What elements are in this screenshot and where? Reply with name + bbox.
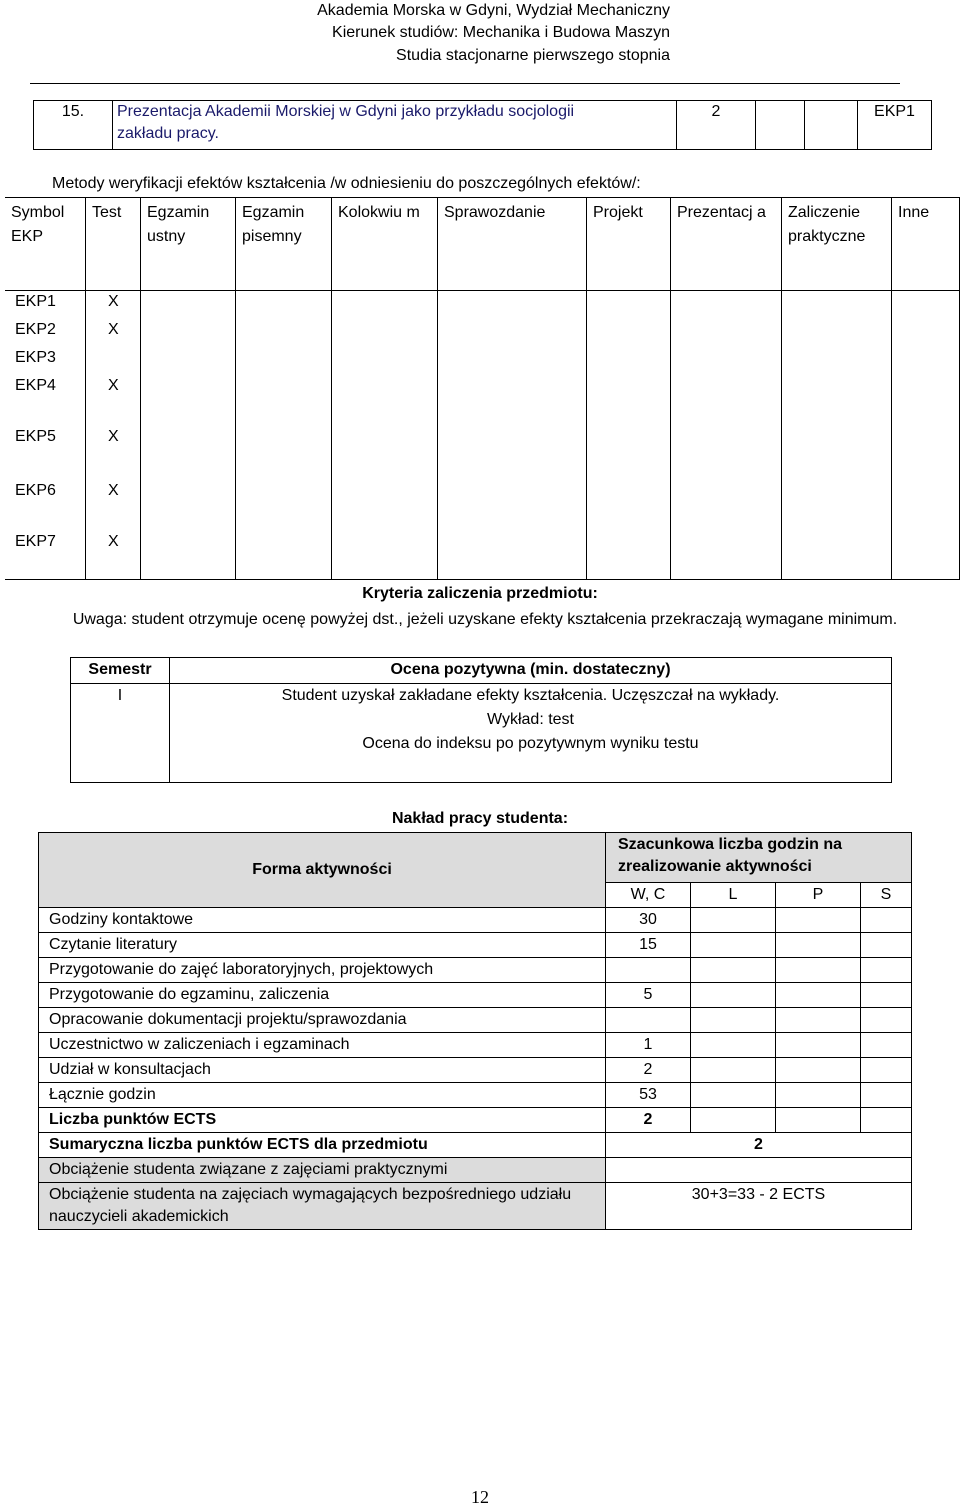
col-wc: W, C bbox=[606, 883, 691, 908]
col-zaliczenie: Zaliczenie praktyczne bbox=[782, 198, 892, 291]
workload-label: Uczestnictwo w zaliczeniach i egzaminach bbox=[39, 1033, 606, 1058]
col-egzamin-ustny: Egzamin ustny bbox=[141, 198, 236, 291]
projekt-cell bbox=[587, 291, 671, 580]
workload-value bbox=[606, 958, 691, 983]
criteria-title: Kryteria zaliczenia przedmiotu: bbox=[362, 585, 598, 602]
ekp-row-1-test: X bbox=[108, 293, 119, 310]
criteria-note: Uwaga: student otrzymuje ocenę powyżej dst., jeżeli uzyskane efekty kształcenia przekraczają wymagane minimum. bbox=[72, 611, 898, 628]
col-test: Test bbox=[86, 198, 141, 291]
topic-empty-1 bbox=[756, 101, 805, 150]
topic-number: 15. bbox=[34, 101, 113, 150]
workload-title: Nakład pracy studenta: bbox=[391, 810, 569, 827]
bezp-label: Obciążenie studenta na zajęciach wymagających bezpośredniego udziału nauczycieli akademickich bbox=[39, 1183, 606, 1230]
ekp-row-6-symbol: EKP6 bbox=[15, 482, 56, 499]
inne-cell bbox=[892, 291, 960, 580]
ekp-row-7-test: X bbox=[108, 533, 119, 550]
semestr-value: I bbox=[71, 684, 170, 783]
prakt-value bbox=[606, 1158, 912, 1183]
col-p: P bbox=[776, 883, 861, 908]
ekp-row-4-symbol: EKP4 bbox=[15, 377, 56, 394]
ekp-row-2-symbol: EKP2 bbox=[15, 321, 56, 338]
ekp-row-5-test: X bbox=[108, 428, 119, 445]
workload-label: Przygotowanie do egzaminu, zaliczenia bbox=[39, 983, 606, 1008]
ekp-row-4-test: X bbox=[108, 377, 119, 394]
col-sprawozdanie: Sprawozdanie bbox=[438, 198, 587, 291]
workload-value: 53 bbox=[606, 1083, 691, 1108]
ocena-header: Ocena pozytywna (min. dostateczny) bbox=[170, 658, 892, 684]
col-projekt: Projekt bbox=[587, 198, 671, 291]
col-inne: Inne bbox=[892, 198, 960, 291]
methods-table bbox=[5, 197, 960, 580]
col-symbol: Symbol EKP bbox=[5, 198, 86, 291]
methods-title: Metody weryfikacji efektów kształcenia /w odniesieniu do poszczególnych efektów/: bbox=[52, 175, 641, 192]
ekp-row-7-symbol: EKP7 bbox=[15, 533, 56, 550]
workload-label: Czytanie literatury bbox=[39, 933, 606, 958]
header-line-1: Akademia Morska w Gdyni, Wydział Mechaniczny bbox=[317, 2, 670, 19]
workload-label: Łącznie godzin bbox=[39, 1083, 606, 1108]
workload-value: 15 bbox=[606, 933, 691, 958]
zaliczenie-cell bbox=[782, 291, 892, 580]
workload-table bbox=[38, 832, 912, 1230]
col-s: S bbox=[861, 883, 912, 908]
workload-label: Przygotowanie do zajęć laboratoryjnych, projektowych bbox=[39, 958, 606, 983]
ects-label: Liczba punktów ECTS bbox=[39, 1108, 606, 1133]
ekp-row-5-symbol: EKP5 bbox=[15, 428, 56, 445]
header-rule bbox=[30, 83, 900, 84]
workload-value: 5 bbox=[606, 983, 691, 1008]
col-l: L bbox=[691, 883, 776, 908]
workload-label: Godziny kontaktowe bbox=[39, 908, 606, 933]
topic-empty-2 bbox=[805, 101, 858, 150]
ocena-description bbox=[170, 684, 892, 783]
ocena-line-1: Student uzyskał zakładane efekty kształcenia. Uczęszczał na wykłady. bbox=[281, 687, 780, 704]
workload-value: 30 bbox=[606, 908, 691, 933]
pisemny-cell bbox=[236, 291, 332, 580]
semester-table bbox=[70, 657, 892, 783]
prakt-label: Obciążenie studenta związane z zajęciami praktycznymi bbox=[39, 1158, 606, 1183]
topic-ekp: EKP1 bbox=[858, 101, 932, 150]
topic-line-2: zakładu pracy. bbox=[117, 125, 219, 142]
header-line-2: Kierunek studiów: Mechanika i Budowa Maszyn bbox=[332, 24, 670, 41]
ekp-row-1-symbol: EKP1 bbox=[15, 293, 56, 310]
topic-line-1: Prezentacja Akademii Morskiej w Gdyni jako przykładu socjologii bbox=[117, 103, 575, 120]
forma-header: Forma aktywności bbox=[39, 833, 606, 908]
topic-description bbox=[113, 101, 677, 150]
topic-hours: 2 bbox=[677, 101, 756, 150]
workload-value bbox=[606, 1008, 691, 1033]
ekp-row-3-symbol: EKP3 bbox=[15, 349, 56, 366]
ekp-row-6-test: X bbox=[108, 482, 119, 499]
sum-ects-value: 2 bbox=[606, 1133, 912, 1158]
semestr-header: Semestr bbox=[71, 658, 170, 684]
prezentacja-cell bbox=[671, 291, 782, 580]
workload-label: Udział w konsultacjach bbox=[39, 1058, 606, 1083]
sum-ects-label: Sumaryczna liczba punktów ECTS dla przedmiotu bbox=[39, 1133, 606, 1158]
topic-row-table bbox=[33, 100, 932, 150]
bezp-value: 30+3=33 - 2 ECTS bbox=[606, 1183, 912, 1230]
workload-label: Opracowanie dokumentacji projektu/sprawozdania bbox=[39, 1008, 606, 1033]
ocena-line-3: Ocena do indeksu po pozytywnym wyniku testu bbox=[362, 735, 699, 752]
col-egzamin-pisemny: Egzamin pisemny bbox=[236, 198, 332, 291]
szacunkowa-header: Szacunkowa liczba godzin na zrealizowanie aktywności bbox=[606, 833, 912, 883]
sprawozdanie-cell bbox=[438, 291, 587, 580]
header-line-3: Studia stacjonarne pierwszego stopnia bbox=[396, 47, 670, 64]
ustny-cell bbox=[141, 291, 236, 580]
ects-value: 2 bbox=[606, 1108, 691, 1133]
workload-value: 2 bbox=[606, 1058, 691, 1083]
workload-value: 1 bbox=[606, 1033, 691, 1058]
col-prezentacja: Prezentacj a bbox=[671, 198, 782, 291]
ekp-row-2-test: X bbox=[108, 321, 119, 338]
kolokwium-cell bbox=[332, 291, 438, 580]
col-kolokwium: Kolokwiu m bbox=[332, 198, 438, 291]
page-number: 12 bbox=[471, 1487, 489, 1507]
ocena-line-2: Wykład: test bbox=[487, 711, 574, 728]
